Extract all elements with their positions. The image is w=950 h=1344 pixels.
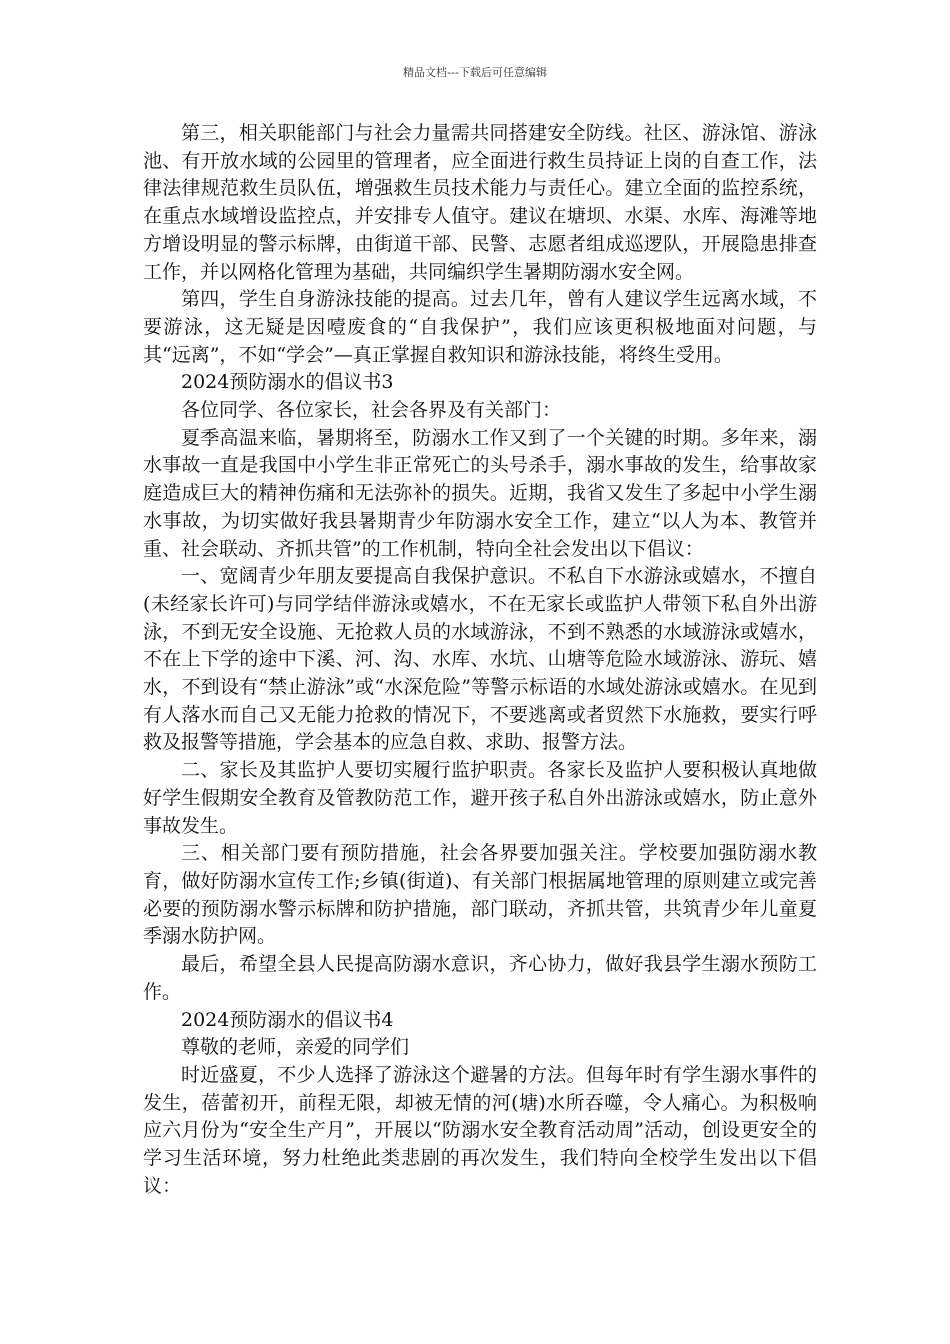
paragraph-intro-3: 夏季高温来临，暑期将至，防溺水工作又到了一个关键的时期。多年来，溺水事故一直是我国中小学生非正常死亡的头号杀手，溺水事故的发生，给事故家庭造成巨大的精神伤痛和无法弥补的损失。近期，我省又发生了多起中小学生溺水事故，为切实做好我县暑期青少年防溺水安全工作，建立“以人为本、教管并重、社会联动、齐抓共管”的工作机制，特向全社会发出以下倡议： [143,426,817,560]
paragraph-point-1: 一、宽阔青少年朋友要提高自我保护意识。不私自下水游泳或嬉水，不擅自(未经家长许可)与同学结伴游泳或嬉水，不在无家长或监护人带领下私自外出游泳，不到无安全设施、无抢救人员的水域游泳，不到不熟悉的水域游泳或嬉水，不在上下学的途中下溪、河、沟、水库、水坑、山塘等危险水域游泳、游玩、嬉水，不到设有“禁止游泳”或“水深危险”等警示标语的水域处游泳或嬉水。在见到有人落水而自己又无能力抢救的情况下，不要逃离或者贸然下水施救，要实行呼救及报警等措施，学会基本的应急自救、求助、报警方法。 [143,565,817,754]
document-body [143,120,817,1200]
paragraph-intro-4: 时近盛夏，不少人选择了游泳这个避暑的方法。但每年时有学生溺水事件的发生，蓓蕾初开，前程无限，却被无情的河(塘)水所吞噬，令人痛心。为积极响应六月份为“安全生产月”，开展以“防溺水安全教育活动周”活动，创设更安全的学习生活环境，努力杜绝此类悲剧的再次发生，我们特向全校学生发出以下倡议： [143,1063,817,1197]
paragraph-point-2: 二、家长及其监护人要切实履行监护职责。各家长及监护人要积极认真地做好学生假期安全教育及管教防范工作，避开孩子私自外出游泳或嬉水，防止意外事故发生。 [143,759,817,837]
paragraph-third-measure: 第三，相关职能部门与社会力量需共同搭建安全防线。社区、游泳馆、游泳池、有开放水域的公园里的管理者，应全面进行救生员持证上岗的自查工作，法律法律规范救生员队伍，增强救生员技术能力与责任心。建立全面的监控系统，在重点水域增设监控点，并安排专人值守。建议在塘坝、水渠、水库、海滩等地方增设明显的警示标牌，由街道干部、民警、志愿者组成巡逻队，开展隐患排查工作，并以网格化管理为基础，共同编织学生暑期防溺水安全网。 [143,122,817,283]
paragraph-point-3: 三、相关部门要有预防措施，社会各界要加强关注。学校要加强防溺水教育，做好防溺水宣传工作;乡镇(街道)、有关部门根据属地管理的原则建立或完善必要的预防溺水警示标牌和防护措施，部门联动，齐抓共管，共筑青少年儿童夏季溺水防护网。 [143,842,817,948]
section-title-3: 2024预防溺水的倡议书3 [181,371,394,394]
page-header: 精品文档---下载后可任意编辑 [403,66,547,79]
salutation-3: 各位同学、各位家长，社会各界及有关部门： [181,399,562,422]
salutation-4: 尊敬的老师，亲爱的同学们 [181,1036,410,1059]
paragraph-fourth-measure: 第四，学生自身游泳技能的提高。过去几年，曾有人建议学生远离水域，不要游泳，这无疑是因噎废食的“自我保护”，我们应该更积极地面对问题，与其“远离”，不如“学会”—真正掌握自救知识和游泳技能，将终生受用。 [143,288,817,366]
section-title-4: 2024预防溺水的倡议书4 [181,1008,394,1031]
paragraph-closing-3: 最后，希望全县人民提高防溺水意识，齐心协力，做好我县学生溺水预防工作。 [143,953,817,1003]
